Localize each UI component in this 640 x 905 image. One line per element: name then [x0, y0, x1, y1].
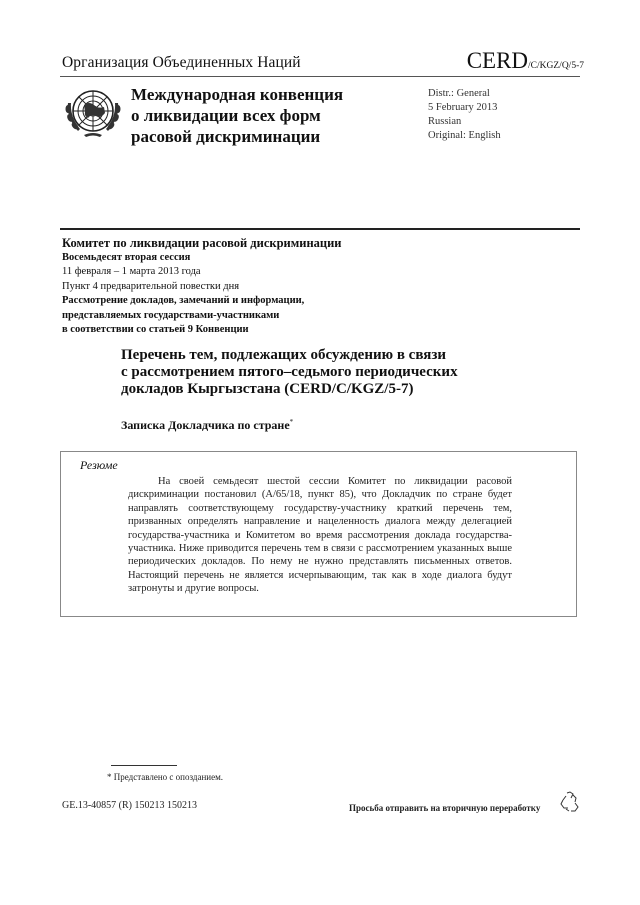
agenda-item: Пункт 4 предварительной повестки дня — [62, 280, 240, 292]
header-rule — [60, 76, 580, 77]
summary-text: На своей семьдесят шестой сессии Комитет по ликвидации расовой дискриминации постановил (A/65/18, пункт 85), что Докладчик по стране будет направлять соответствующему государству-участнику краткий перечень тем, призванных определять направление и нацеленность диалога между делегацией государства-участника и Комитетом во время рассмотрения доклада государства-участника. Ниже приводится перечень тем в связи с рассмотрением указанных выше периодических докладов. По нему не нужно представлять письменных ответов. Настоящий перечень не является исчерпывающим, так как в ходе диалога будут затронуты и другие вопросы. — [128, 476, 512, 595]
convention-title-line: Международная конвенция — [131, 85, 344, 104]
distribution-date: 5 February 2013 — [428, 102, 498, 113]
convention-title-line: расовой дискриминации — [131, 127, 321, 146]
agenda-title-line: Рассмотрение докладов, замечаний и информации, — [62, 295, 305, 306]
session-dates: 11 февраля – 1 марта 2013 года — [62, 266, 201, 277]
recycle-icon — [560, 791, 580, 813]
job-number: GE.13-40857 (R) 150213 150213 — [62, 800, 197, 811]
footnote-rule — [111, 765, 177, 766]
un-emblem-icon — [62, 83, 124, 143]
distribution-info — [428, 87, 501, 143]
document-title-line: докладов Кыргызстана (CERD/C/KGZ/5-7) — [121, 381, 414, 397]
distribution-line: Distr.: General — [428, 88, 490, 99]
symbol-suffix: /C/KGZ/Q/5-7 — [528, 61, 584, 71]
convention-title-line: о ликвидации всех форм — [131, 106, 321, 125]
convention-title — [131, 84, 343, 147]
footnote: * Представлено с опозданием. — [107, 772, 224, 782]
committee-block — [62, 236, 342, 338]
footnote-marker: * — [289, 418, 294, 426]
distribution-original: Original: English — [428, 130, 501, 141]
rapporteur-note — [121, 418, 293, 433]
document-symbol — [467, 48, 584, 74]
recycle-text: Просьба отправить на вторичную переработку — [349, 803, 541, 813]
document-title — [121, 347, 458, 398]
session-name: Восемьдесят вторая сессия — [62, 251, 191, 263]
section-rule — [60, 228, 580, 230]
document-title-line: с рассмотрением пятого–седьмого периодических — [121, 364, 458, 380]
symbol-main: CERD — [466, 48, 529, 73]
distribution-language: Russian — [428, 116, 462, 127]
agenda-title-line: в соответствии со статьей 9 Конвенции — [62, 324, 249, 335]
organization-name: Организация Объединенных Наций — [62, 54, 301, 71]
summary-label: Резюме — [80, 458, 118, 472]
agenda-title-line: представляемых государствами-участниками — [62, 309, 280, 321]
document-title-line: Перечень тем, подлежащих обсуждению в связи — [121, 347, 447, 363]
note-text: Записка Докладчика по стране — [121, 418, 290, 432]
committee-title: Комитет по ликвидации расовой дискриминации — [62, 236, 342, 250]
